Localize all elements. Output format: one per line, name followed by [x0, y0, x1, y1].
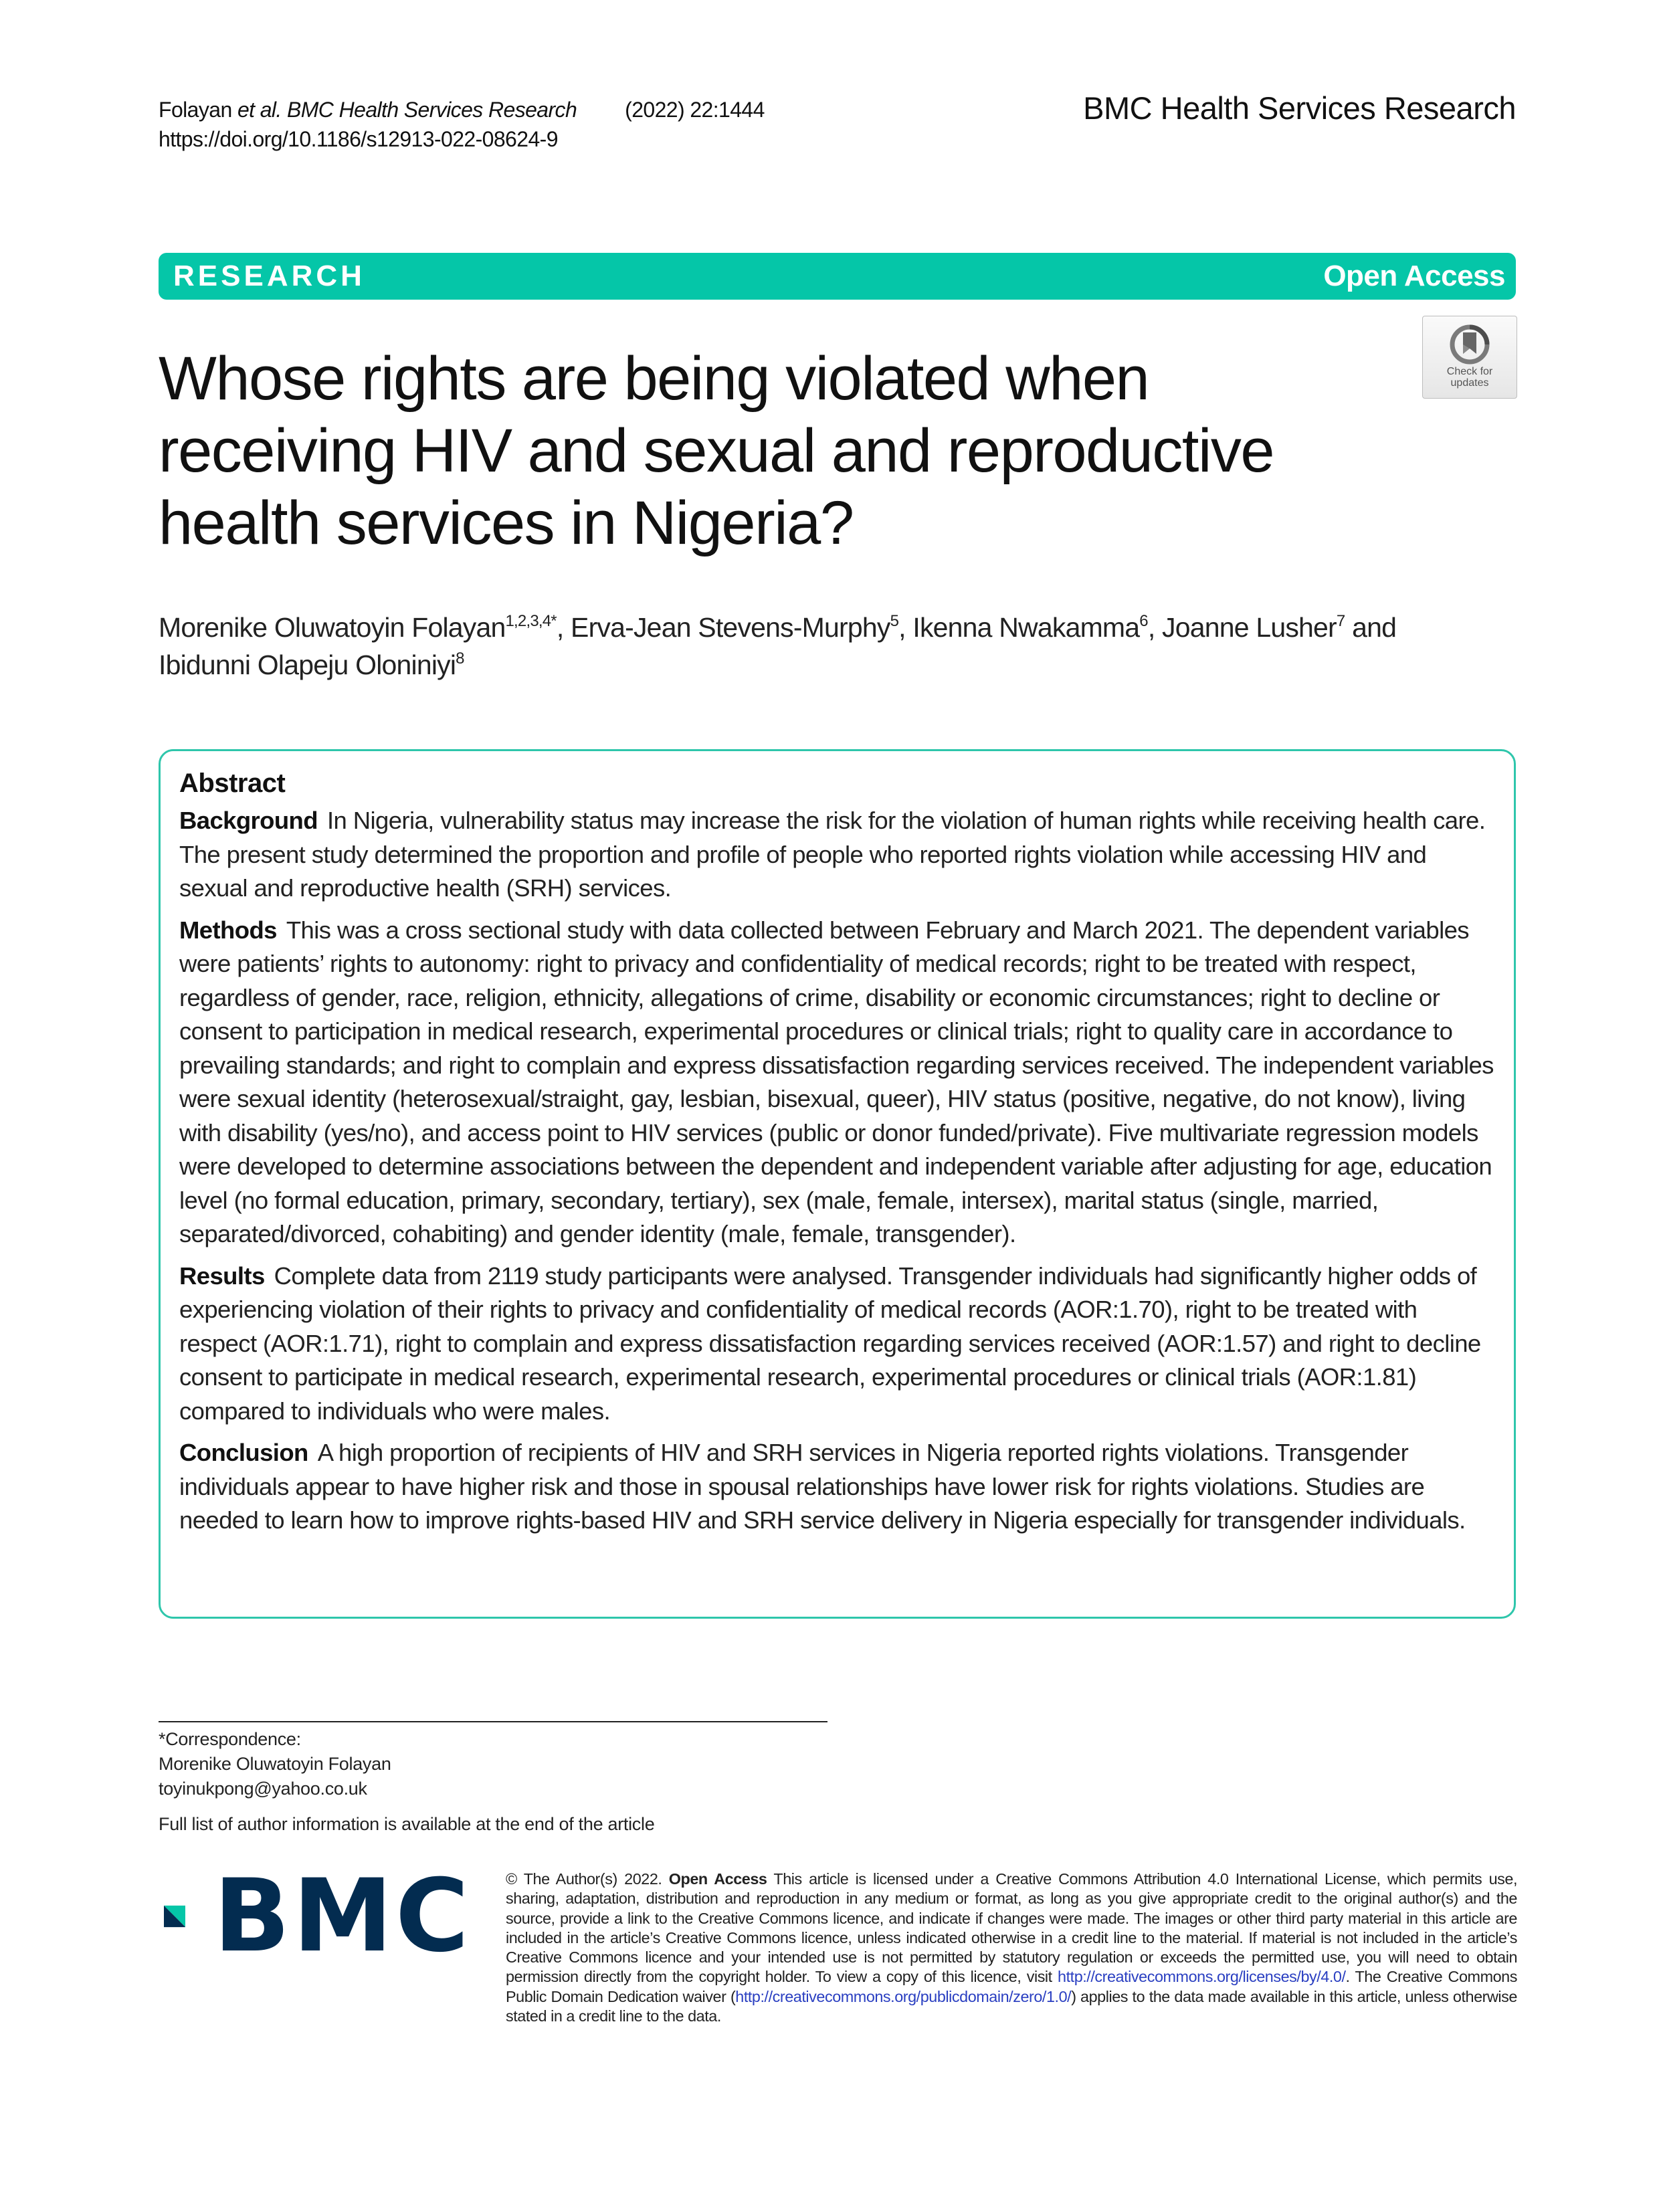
- abstract-heading: Abstract: [179, 769, 286, 798]
- author-list: [159, 609, 1496, 684]
- section-text: Complete data from 2119 study participants were analysed. Transgender individuals had significantly higher odds of experiencing violation of their rights to privacy and confidentiality of medical records (AOR:1.70), right to be treated with respect (AOR:1.71), right to complain and express dissatisfaction regarding services received (AOR:1.57) and right to decline consent to participate in medical research, experimental research, experimental procedures or clinical trials (AOR:1.81) compared to individuals who were males.: [179, 1262, 1481, 1425]
- author-affiliation: 7: [1336, 612, 1345, 630]
- author-affiliation: 8: [456, 649, 464, 668]
- article-type-banner: [159, 253, 1516, 300]
- correspondence-name: Morenike Oluwatoyin Folayan: [159, 1754, 391, 1774]
- article-title: Whose rights are being violated when receiving HIV and sexual and reproductive health services in Nigeria?: [159, 344, 1274, 557]
- author-name[interactable]: Erva-Jean Stevens-Murphy: [571, 612, 890, 643]
- license-statement: [506, 1870, 1517, 2026]
- citation-line: [159, 95, 765, 124]
- correspondence-block: [159, 1727, 391, 1801]
- correspondence-label: *Correspondence:: [159, 1729, 301, 1749]
- license-text: . The Creative Commons Public Domain Dedication waiver (: [506, 1968, 1517, 2005]
- author-name[interactable]: Morenike Oluwatoyin Folayan: [159, 612, 506, 643]
- citation-etal: et al.: [237, 98, 282, 122]
- bmc-logo: [164, 1858, 472, 1975]
- copyright-text: © The Author(s) 2022.: [506, 1870, 669, 1888]
- section-text: A high proportion of recipients of HIV and SRH services in Nigeria reported rights violations. Transgender individuals appear to have higher risk and those in spousal relationships have lower risk for rights violations. Studies are needed to learn how to improve rights-based HIV and SRH service delivery in Nigeria especially for transgender individuals.: [179, 1439, 1466, 1534]
- citation-volume: (2022) 22:1444: [625, 98, 765, 122]
- article-type-label: RESEARCH: [173, 260, 365, 292]
- open-access-label: Open Access: [1323, 260, 1505, 292]
- author-separator: and: [1345, 612, 1397, 643]
- section-label: Methods: [179, 916, 277, 944]
- abstract-background: [179, 804, 1495, 906]
- author-affiliation: 1,2,3,4*: [505, 612, 557, 630]
- journal-name: BMC Health Services Research: [1083, 90, 1516, 126]
- bmc-logo-text: BMC: [213, 1858, 472, 1975]
- license-text: ) applies to the data made available in this article, unless otherwise stated in a credit line to the data.: [506, 1987, 1517, 2025]
- doi-link[interactable]: https://doi.org/10.1186/s12913-022-08624-9: [159, 127, 558, 151]
- section-label: Background: [179, 807, 318, 834]
- section-text: This was a cross sectional study with data collected between February and March 2021. The dependent variables were patients’ rights to autonomy: right to privacy and confidentiality of medical records; right to be treated with respect, regardless of gender, race, religion, ethnicity, allegations of crime, disability or economic circumstances; right to decline or consent to participation in medical research, experimental procedures or clinical trials; right to quality care in accordance to prevailing standards; and right to complain and express dissatisfaction regarding services received. The independent variables were sexual identity (heterosexual/straight, gay, lesbian, bisexual, queer), HIV status (positive, negative, do not know), living with disability (yes/no), and access point to HIV services (public or donor funded/private). Five multivariate regression models were developed to determine associations between the dependent and independent variable after adjusting for age, education level (no formal education, primary, secondary, tertiary), sex (male, female, intersex), marital status (single, married, separated/divorced, cohabiting) and gender identity (male, female, transgender).: [179, 916, 1494, 1247]
- author-name[interactable]: Joanne Lusher: [1162, 612, 1337, 643]
- check-for-updates-badge[interactable]: [1422, 316, 1517, 399]
- section-text: In Nigeria, vulnerability status may increase the risk for the violation of human rights while receiving health care. The present study determined the proportion and profile of people who reported rights violation while accessing HIV and sexual and reproductive health (SRH) services.: [179, 807, 1486, 902]
- abstract-conclusion: [179, 1436, 1495, 1538]
- citation-author: Folayan: [159, 98, 237, 122]
- footnote-divider: [159, 1721, 827, 1722]
- author-separator: ,: [1147, 612, 1163, 643]
- author-affiliation: 6: [1139, 612, 1148, 630]
- crossmark-label: Check for updates: [1446, 366, 1493, 389]
- author-name[interactable]: Ibidunni Olapeju Oloniniyi: [159, 649, 456, 680]
- author-info-note: Full list of author information is available at the end of the article: [159, 1814, 655, 1834]
- correspondence-email[interactable]: toyinukpong@yahoo.co.uk: [159, 1779, 367, 1799]
- cc-zero-link[interactable]: http://creativecommons.org/publicdomain/zero/1.0/: [735, 1987, 1072, 2005]
- abstract-box: [159, 749, 1516, 1619]
- bmc-logo-mark-icon: [164, 1882, 185, 1951]
- running-header: [159, 95, 765, 154]
- author-separator: ,: [898, 612, 913, 643]
- cc-by-link[interactable]: http://creativecommons.org/licenses/by/4.0/: [1058, 1968, 1346, 1986]
- abstract-results: [179, 1260, 1495, 1429]
- section-label: Conclusion: [179, 1439, 308, 1466]
- citation-journal: BMC Health Services Research: [281, 98, 577, 122]
- open-access-bold: Open Access: [668, 1870, 767, 1888]
- license-text: This article is licensed under a Creative Commons Attribution 4.0 International License, which permits use, sharing, adaptation, distribution and reproduction in any medium or format, as long as you give appropriate credit to the original author(s) and the source, provide a link to the Creative Commons licence, and indicate if changes were made. The images or other third party material in this article are included in the article’s Creative Commons licence, unless indicated otherwise in a credit line to the material. If material is not included in the article’s Creative Commons licence and your intended use is not permitted by statutory regulation or exceeds the permitted use, you will need to obtain permission directly from the copyright holder. To view a copy of this licence, visit: [506, 1870, 1517, 1986]
- crossmark-icon: [1450, 324, 1490, 365]
- author-affiliation: 5: [890, 612, 899, 630]
- abstract-methods: [179, 914, 1495, 1251]
- section-label: Results: [179, 1262, 265, 1290]
- author-separator: ,: [556, 612, 571, 643]
- author-name[interactable]: Ikenna Nwakamma: [912, 612, 1140, 643]
